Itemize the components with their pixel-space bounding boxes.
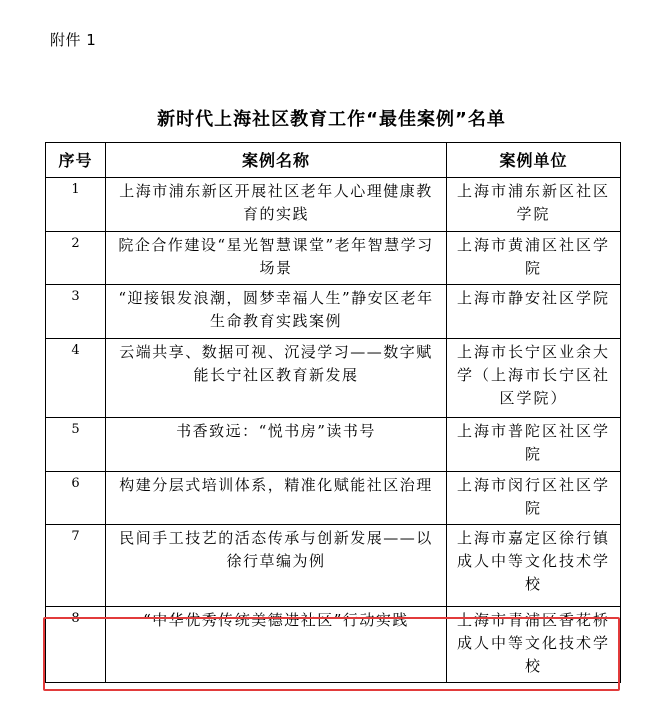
row-number: 8 <box>46 607 106 683</box>
attachment-label: 附件 1 <box>50 31 97 49</box>
case-name: 民间手工技艺的活态传承与创新发展——以徐行草编为例 <box>106 525 447 607</box>
table-row <box>46 472 621 525</box>
row-number: 5 <box>46 418 106 472</box>
cases-table <box>45 142 621 683</box>
table-row <box>46 178 621 232</box>
case-unit: 上海市闵行区社区学院 <box>447 472 621 525</box>
case-unit: 上海市浦东新区社区学院 <box>447 178 621 232</box>
row-number: 7 <box>46 525 106 607</box>
case-name: “中华优秀传统美德进社区”行动实践 <box>106 607 447 683</box>
case-unit: 上海市普陀区社区学院 <box>447 418 621 472</box>
case-name: 构建分层式培训体系，精准化赋能社区治理 <box>106 472 447 525</box>
table-row <box>46 607 621 683</box>
case-name: “迎接银发浪潮，圆梦幸福人生”静安区老年生命教育实践案例 <box>106 285 447 339</box>
header-no: 序号 <box>46 143 106 178</box>
document-title: 新时代上海社区教育工作“最佳案例”名单 <box>157 109 506 130</box>
case-name: 书香致远：“悦书房”读书号 <box>106 418 447 472</box>
case-unit: 上海市静安社区学院 <box>447 285 621 339</box>
case-unit: 上海市长宁区业余大学（上海市长宁区社区学院） <box>447 339 621 418</box>
row-number: 1 <box>46 178 106 232</box>
table-row <box>46 285 621 339</box>
table-row <box>46 232 621 285</box>
table-header-row <box>46 143 621 178</box>
row-number: 6 <box>46 472 106 525</box>
case-unit: 上海市青浦区香花桥成人中等文化技术学校 <box>447 607 621 683</box>
table-row <box>46 525 621 607</box>
case-name: 院企合作建设“星光智慧课堂”老年智慧学习场景 <box>106 232 447 285</box>
case-name: 上海市浦东新区开展社区老年人心理健康教育的实践 <box>106 178 447 232</box>
row-number: 3 <box>46 285 106 339</box>
table-row <box>46 418 621 472</box>
row-number: 4 <box>46 339 106 418</box>
row-number: 2 <box>46 232 106 285</box>
case-unit: 上海市嘉定区徐行镇成人中等文化技术学校 <box>447 525 621 607</box>
header-case-unit: 案例单位 <box>447 143 621 178</box>
header-case-name: 案例名称 <box>106 143 447 178</box>
case-unit: 上海市黄浦区社区学院 <box>447 232 621 285</box>
case-name: 云端共享、数据可视、沉浸学习——数字赋能长宁社区教育新发展 <box>106 339 447 418</box>
table-row <box>46 339 621 418</box>
